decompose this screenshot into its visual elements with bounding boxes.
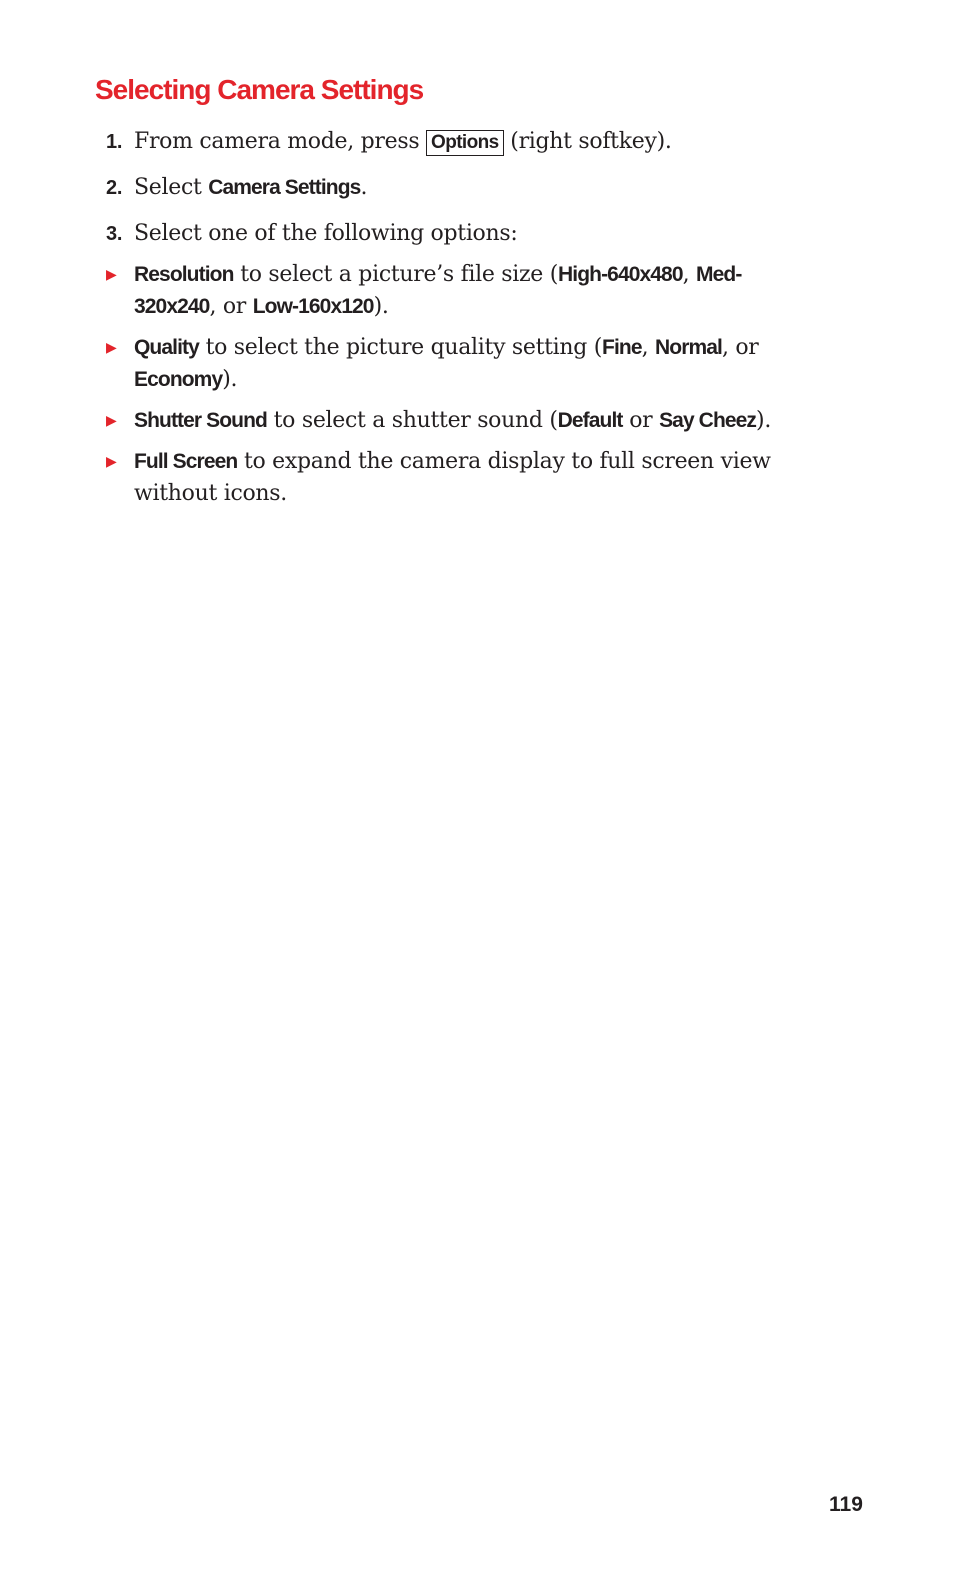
step-2 xyxy=(106,172,806,204)
separator: , or xyxy=(721,335,759,360)
bullet-text: ). xyxy=(222,367,238,392)
bullet-text: to select a picture’s file size ( xyxy=(233,262,559,287)
option-value: Normal xyxy=(655,336,722,359)
bullet-text: ). xyxy=(756,408,772,433)
step-number: 1. xyxy=(106,131,123,153)
right-triangle-icon: ▶ xyxy=(106,267,117,283)
option-term: Resolution xyxy=(134,263,234,286)
option-value: Economy xyxy=(134,368,223,391)
step-text: Select one of the following options: xyxy=(134,221,518,246)
step-number: 3. xyxy=(106,223,123,245)
step-text: (right softkey). xyxy=(503,129,672,154)
right-triangle-icon: ▶ xyxy=(106,413,117,429)
step-text: From camera mode, press xyxy=(134,129,427,154)
options-softkey-label: Options xyxy=(426,130,504,156)
bullet-text: to select the picture quality setting ( xyxy=(198,335,603,360)
separator: , xyxy=(641,335,656,360)
step-1 xyxy=(106,126,806,158)
bullet-resolution xyxy=(106,259,806,323)
bullet-shutter-sound xyxy=(106,405,806,437)
option-term: Quality xyxy=(134,336,199,359)
right-triangle-icon: ▶ xyxy=(106,340,117,356)
bullet-text: to expand the camera display to full screen view without icons. xyxy=(134,449,771,506)
step-text: Select xyxy=(134,175,209,200)
instructions xyxy=(106,126,806,519)
option-value: Say Cheez xyxy=(659,409,757,432)
step-number: 2. xyxy=(106,177,123,199)
menu-term: Camera Settings xyxy=(208,176,361,199)
bullet-full-screen xyxy=(106,446,806,510)
option-term: Shutter Sound xyxy=(134,409,267,432)
step-3 xyxy=(106,218,806,250)
option-value: Fine xyxy=(602,336,642,359)
bullet-text: to select a shutter sound ( xyxy=(266,408,558,433)
right-triangle-icon: ▶ xyxy=(106,454,117,470)
bullet-quality xyxy=(106,332,806,396)
separator: or xyxy=(622,408,660,433)
option-value: High-640x480 xyxy=(558,263,683,286)
section-title: Selecting Camera Settings xyxy=(95,74,424,105)
option-term: Full Screen xyxy=(134,450,238,473)
page-number: 119 xyxy=(829,1493,863,1516)
separator: , xyxy=(682,262,697,287)
option-value: Low-160x120 xyxy=(252,295,374,318)
option-value: Default xyxy=(557,409,623,432)
bullet-text: ). xyxy=(373,294,389,319)
separator: , or xyxy=(209,294,253,319)
step-text: . xyxy=(360,175,368,200)
option-value: Med-320x240 xyxy=(134,263,742,318)
